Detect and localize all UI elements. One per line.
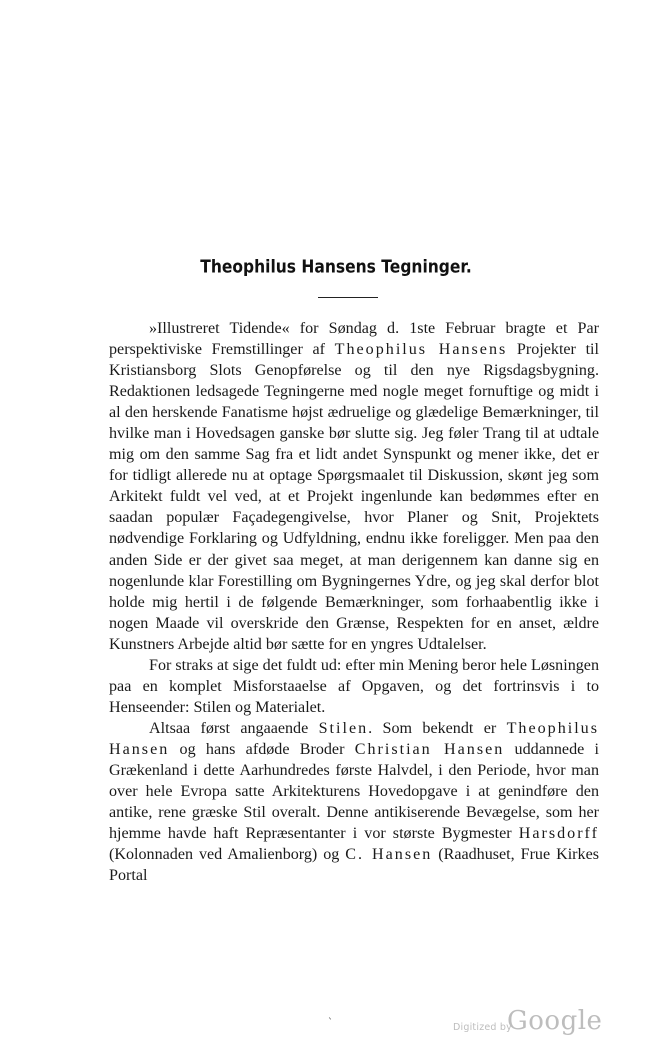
paragraph (109, 318, 599, 655)
spaced-name: Harsdorff (518, 825, 599, 843)
google-watermark (453, 1006, 603, 1040)
text-run: (Raadhuset, Frue Kirkes Portal (109, 846, 599, 885)
body-text (109, 318, 599, 886)
paragraph (109, 718, 599, 886)
paragraph (109, 655, 599, 718)
spaced-name: Stilen (318, 719, 369, 737)
text-run: »Illustreret Tidende« for Søndag d. 1ste Februar bragte et Par perspektiviske Fremstillinger af (109, 320, 599, 359)
text-run: og hans afdøde Broder (169, 740, 355, 758)
text-run: Projekter til Kristiansborg Slots Genopførelse og til den nye Rigsdagsbygning. Redaktionen ledsagede Tegningerne med nogle meget fornuftige og midt i al den herskende Fanatisme højst ædruelige og glædelige Bemærkninger, til hvilke man i Hovedsagen ganske bør slutte sig. Jeg føler Trang til at udtale mig om den samme Sag fra et lidt andet Synspunkt og mener ikke, det er for tidligt allerede nu at optage Spørgsmaalet til Diskussion, skønt jeg som Arkitekt fuldt vel ved, at et Projekt ingenlunde kan bedømmes efter en saadan populær Façadegengivelse, hvor Planer og Snit, Projektets nødvendige Forklaring og Udfyldning, endnu ikke foreligger. Men paa den anden Side er der givet saa meget, at man derigennem kan danne sig en nogenlunde klar Forestilling om Bygningernes Ydre, og jeg skal derfor blot holde mig hertil i de følgende Bemærkninger, som forhaabentlig ikke i nogen Maade vil overskride den Grænse, Respekten for en anset, ældre Kunstners Arbejde altid bør sætte for en yngres Udtalelser. (109, 341, 599, 653)
google-logo: Google (507, 1006, 603, 1036)
text-run: . Som bekendt er (368, 719, 507, 737)
text-run: For straks at sige det fuldt ud: efter min Mening beror hele Løsningen paa en komplet Misforstaaelse af Opgaven, og det fortrinsvis i to Henseender: Stilen og Materialet. (109, 656, 599, 716)
spaced-name: Theophilus Hansen (109, 719, 599, 758)
watermark-small-text: Digitized by (453, 1022, 512, 1033)
spaced-name: Theophilus Hansens (334, 341, 508, 359)
chapter-title: Theophilus Hansens Tegninger. (200, 256, 472, 278)
text-run: Altsaa først angaaende (149, 719, 319, 737)
text-run: uddannede i Grækenland i dette Aarhundredes første Halvdel, i den Periode, hvor man over hele Evropa satte Arkitekturens Hovedopgave i at genindføre den antike, rene græske Stil overalt. Denne antikiserende Bevægelse, som her hjemme havde haft Repræsentanter i vor største Bygmester (109, 740, 600, 843)
spaced-name: C. Hansen (345, 846, 433, 864)
title-rule (318, 297, 378, 298)
spaced-name: Christian Hansen (354, 740, 505, 758)
footer-mark: ` (328, 1018, 333, 1029)
text-run: (Kolonnaden ved Amalienborg) og (109, 846, 346, 864)
